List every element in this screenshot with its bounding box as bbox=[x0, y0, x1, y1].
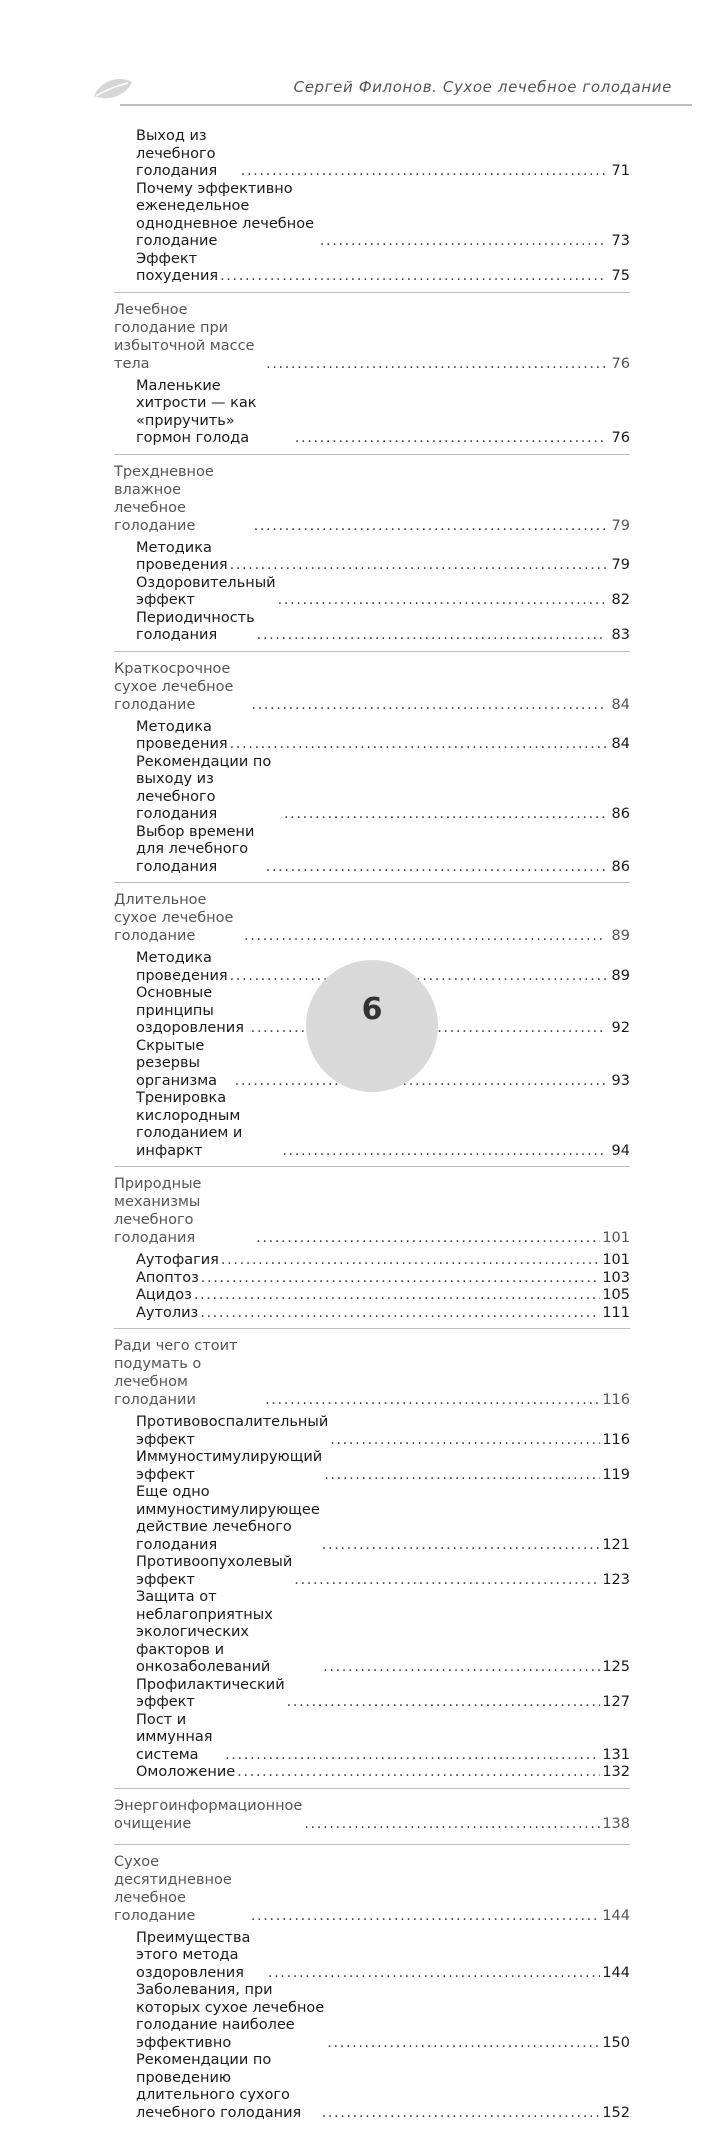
toc-entry[interactable] bbox=[114, 1414, 630, 1449]
toc-section-page: 84 bbox=[611, 696, 630, 713]
toc-section-title: Лечебное голодание при избыточной массе тела bbox=[114, 301, 255, 372]
toc-entry-title: Омоложение bbox=[136, 1764, 236, 1780]
toc-entry[interactable] bbox=[114, 378, 630, 448]
toc-entry-title: Профилактический эффект bbox=[136, 1676, 285, 1710]
dot-leader bbox=[294, 1572, 600, 1590]
toc-section-page: 76 bbox=[611, 355, 630, 372]
toc-entry-title: Противоопухолевый эффект bbox=[136, 1554, 293, 1588]
toc-entry-page: 111 bbox=[602, 1304, 630, 1321]
dot-leader bbox=[282, 1143, 606, 1161]
dot-leader bbox=[194, 1287, 600, 1305]
toc-entry-page: 92 bbox=[611, 1020, 630, 1036]
toc-entry[interactable] bbox=[114, 824, 630, 877]
toc-entry-page: 121 bbox=[602, 1536, 630, 1553]
toc-entry-title: Иммуностимулирующий эффект bbox=[136, 1449, 323, 1483]
toc-section-title-row[interactable] bbox=[114, 1175, 630, 1247]
toc-section-page: 116 bbox=[602, 1392, 630, 1408]
dot-leader bbox=[244, 927, 606, 945]
toc-entry-title: Еще одно иммуностимулирующее действие лечебного голодания bbox=[136, 1484, 320, 1553]
toc-entry-page: 76 bbox=[611, 430, 630, 446]
toc-section-page: 101 bbox=[602, 1230, 630, 1246]
toc-entry-page: 94 bbox=[611, 1142, 630, 1159]
toc-entry-title: Тренировка кислородным голоданием и инфаркт bbox=[136, 1090, 243, 1159]
toc-entry-page: 119 bbox=[602, 1466, 630, 1483]
dot-leader bbox=[230, 736, 606, 754]
toc-entry[interactable] bbox=[114, 1449, 630, 1484]
dot-leader bbox=[230, 557, 606, 575]
toc-section-page: 89 bbox=[611, 928, 630, 944]
page-number: 6 bbox=[361, 992, 383, 1027]
toc-entry-title: Аутолиз bbox=[136, 1304, 199, 1321]
toc-section-title: Энергоинформационное очищение bbox=[114, 1797, 303, 1832]
toc-entry-title: Выход из лечебного голодания bbox=[136, 128, 218, 179]
dot-leader bbox=[257, 627, 606, 645]
dot-leader bbox=[251, 1907, 600, 1925]
toc-entry[interactable] bbox=[114, 719, 630, 754]
toc-entry-page: 127 bbox=[602, 1694, 630, 1710]
toc-entry-title: Основные принципы оздоровления bbox=[136, 985, 244, 1036]
toc-section bbox=[114, 1797, 630, 1845]
toc-section bbox=[114, 660, 630, 884]
toc-entry-page: 82 bbox=[611, 592, 630, 608]
dot-leader bbox=[327, 2035, 600, 2053]
toc-entry-page: 83 bbox=[611, 627, 630, 643]
toc-entry[interactable] bbox=[114, 575, 630, 610]
dot-leader bbox=[220, 268, 606, 286]
toc-entry-title: Оздоровительный эффект bbox=[136, 574, 276, 608]
toc-section bbox=[114, 301, 630, 455]
toc-section-title-row[interactable] bbox=[114, 1337, 630, 1409]
toc-entry-title: Периодичность голодания bbox=[136, 609, 255, 643]
toc-entry-page: 131 bbox=[602, 1746, 630, 1763]
toc-entry[interactable] bbox=[114, 181, 630, 251]
toc-entry[interactable] bbox=[114, 1930, 630, 1983]
toc-entry-page: 103 bbox=[602, 1269, 630, 1286]
toc-entry-page: 152 bbox=[602, 2104, 630, 2121]
dot-leader bbox=[322, 1537, 601, 1555]
toc-entry[interactable] bbox=[114, 251, 630, 286]
dot-leader bbox=[324, 1467, 600, 1485]
toc-entry-title: Методика проведения bbox=[136, 539, 228, 573]
toc-entry-title: Защита от неблагоприятных экологических факторов и онкозаболеваний bbox=[136, 1589, 273, 1675]
toc-section-page: 144 bbox=[602, 1907, 630, 1924]
toc-entry[interactable] bbox=[114, 754, 630, 824]
toc-entry[interactable] bbox=[114, 2052, 630, 2122]
toc-section-title: Природные механизмы лечебного голодания bbox=[114, 1176, 202, 1246]
toc-entry[interactable] bbox=[114, 1090, 630, 1160]
dot-leader bbox=[235, 1073, 606, 1091]
toc-entry-page: 86 bbox=[611, 806, 630, 822]
dot-leader bbox=[323, 1659, 600, 1677]
toc-entry-page: 86 bbox=[611, 858, 630, 875]
toc-entry-title: Методика проведения bbox=[136, 950, 228, 984]
toc-entry-title: Аутофагия bbox=[136, 1252, 219, 1268]
toc-entry-page: 75 bbox=[611, 268, 630, 284]
toc-entry[interactable] bbox=[114, 1252, 630, 1270]
toc-section-page: 138 bbox=[602, 1815, 630, 1832]
dot-leader bbox=[225, 1747, 600, 1765]
header-rule bbox=[120, 104, 692, 106]
toc-entry[interactable] bbox=[114, 540, 630, 575]
toc-entry[interactable] bbox=[114, 1764, 630, 1782]
dot-leader bbox=[295, 430, 606, 448]
toc-entry-title: Ацидоз bbox=[136, 1287, 192, 1303]
toc-entry-title: Методика проведения bbox=[136, 718, 228, 752]
toc-entry[interactable] bbox=[114, 128, 630, 181]
header-title: Сергей Филонов. Сухое лечебное голодание bbox=[293, 78, 672, 96]
toc-entry-page: 123 bbox=[602, 1571, 630, 1588]
toc-section-title-row[interactable] bbox=[114, 1797, 630, 1833]
toc-entry-title: Противовоспалительный эффект bbox=[136, 1414, 329, 1448]
leaf-icon bbox=[92, 74, 134, 104]
toc-entry[interactable] bbox=[114, 1589, 630, 1677]
toc-entry-page: 116 bbox=[602, 1431, 630, 1448]
toc-entry-title: Пост и иммунная система bbox=[136, 1711, 213, 1763]
toc-section-title-row[interactable] bbox=[114, 891, 630, 945]
toc-section bbox=[114, 1175, 630, 1329]
dot-leader bbox=[330, 1432, 600, 1450]
toc-section bbox=[114, 1337, 630, 1789]
dot-leader bbox=[284, 806, 606, 824]
toc-section-title: Ради чего стоит подумать о лечебном голодании bbox=[114, 1338, 238, 1408]
dot-leader bbox=[254, 517, 606, 535]
toc-entry-title: Почему эффективно еженедельное однодневное лечебное голодание bbox=[136, 180, 314, 249]
toc-entry-title: Выбор времени для лечебного голодания bbox=[136, 823, 255, 875]
dot-leader bbox=[265, 1391, 600, 1409]
toc-entry[interactable] bbox=[114, 610, 630, 645]
toc-entry[interactable] bbox=[114, 1677, 630, 1712]
toc-entry-title: Заболевания, при которых сухое лечебное голодание наиболее эффективно bbox=[136, 1982, 325, 2051]
toc-section-title: Краткосрочное сухое лечебное голодание bbox=[114, 660, 234, 713]
dot-leader bbox=[266, 355, 606, 373]
toc-entry-title: Рекомендации по проведению длительного сухого лечебного голодания bbox=[136, 2052, 302, 2121]
dot-leader bbox=[304, 1815, 600, 1833]
dot-leader bbox=[287, 1694, 601, 1712]
toc-entry-page: 84 bbox=[611, 736, 630, 752]
dot-leader bbox=[278, 592, 606, 610]
running-header bbox=[92, 68, 692, 108]
toc-section-title-row[interactable] bbox=[114, 1853, 630, 1925]
toc-entry-page: 150 bbox=[602, 2034, 630, 2051]
toc-entry-page: 73 bbox=[611, 233, 630, 249]
toc-entry-page: 89 bbox=[611, 967, 630, 984]
dot-leader bbox=[322, 2105, 601, 2123]
toc-entry-page: 79 bbox=[611, 557, 630, 573]
toc-section-page: 79 bbox=[611, 517, 630, 534]
toc-entry-title: Эффект похудения bbox=[136, 250, 219, 284]
dot-leader bbox=[201, 1270, 601, 1288]
toc-entry-title: Скрытые резервы организма bbox=[136, 1037, 218, 1089]
toc-entry[interactable] bbox=[114, 1484, 630, 1554]
toc-section bbox=[114, 128, 630, 293]
dot-leader bbox=[320, 233, 606, 251]
toc-entry[interactable] bbox=[114, 1305, 630, 1323]
dot-leader bbox=[268, 1965, 600, 1983]
toc-entry-page: 93 bbox=[611, 1072, 630, 1089]
dot-leader bbox=[251, 696, 606, 714]
toc-entry[interactable] bbox=[114, 1270, 630, 1288]
toc-entry-title: Апоптоз bbox=[136, 1269, 199, 1286]
toc-entry-page: 105 bbox=[602, 1287, 630, 1303]
dot-leader bbox=[200, 1305, 600, 1323]
toc-entry-page: 144 bbox=[602, 1964, 630, 1981]
dot-leader bbox=[241, 163, 606, 181]
toc-entry-page: 101 bbox=[602, 1252, 630, 1268]
dot-leader bbox=[237, 1764, 600, 1782]
toc-entry-title: Рекомендации по выходу из лечебного голодания bbox=[136, 753, 272, 822]
dot-leader bbox=[266, 859, 606, 877]
dot-leader bbox=[221, 1252, 600, 1270]
table-of-contents bbox=[114, 128, 630, 2136]
dot-leader bbox=[256, 1229, 600, 1247]
toc-section-title: Длительное сухое лечебное голодание bbox=[114, 892, 234, 944]
page-number-badge bbox=[306, 960, 438, 1092]
toc-entry[interactable] bbox=[114, 1982, 630, 2052]
toc-section-title-row[interactable] bbox=[114, 301, 630, 373]
toc-entry-page: 132 bbox=[602, 1764, 630, 1780]
toc-entry-title: Преимущества этого метода оздоровления bbox=[136, 1929, 251, 1981]
toc-section-title-row[interactable] bbox=[114, 463, 630, 535]
toc-section-title-row[interactable] bbox=[114, 660, 630, 714]
toc-entry-page: 71 bbox=[611, 163, 630, 179]
toc-entry-title: Маленькие хитрости — как «приручить» гормон голода bbox=[136, 377, 257, 446]
toc-entry[interactable] bbox=[114, 1554, 630, 1589]
toc-section-title: Трехдневное влажное лечебное голодание bbox=[114, 463, 214, 534]
toc-entry[interactable] bbox=[114, 1712, 630, 1765]
toc-section bbox=[114, 463, 630, 652]
toc-section bbox=[114, 1853, 630, 2129]
toc-entry-page: 125 bbox=[602, 1659, 630, 1675]
toc-section-title: Сухое десятидневное лечебное голодание bbox=[114, 1853, 232, 1924]
toc-entry[interactable] bbox=[114, 1287, 630, 1305]
